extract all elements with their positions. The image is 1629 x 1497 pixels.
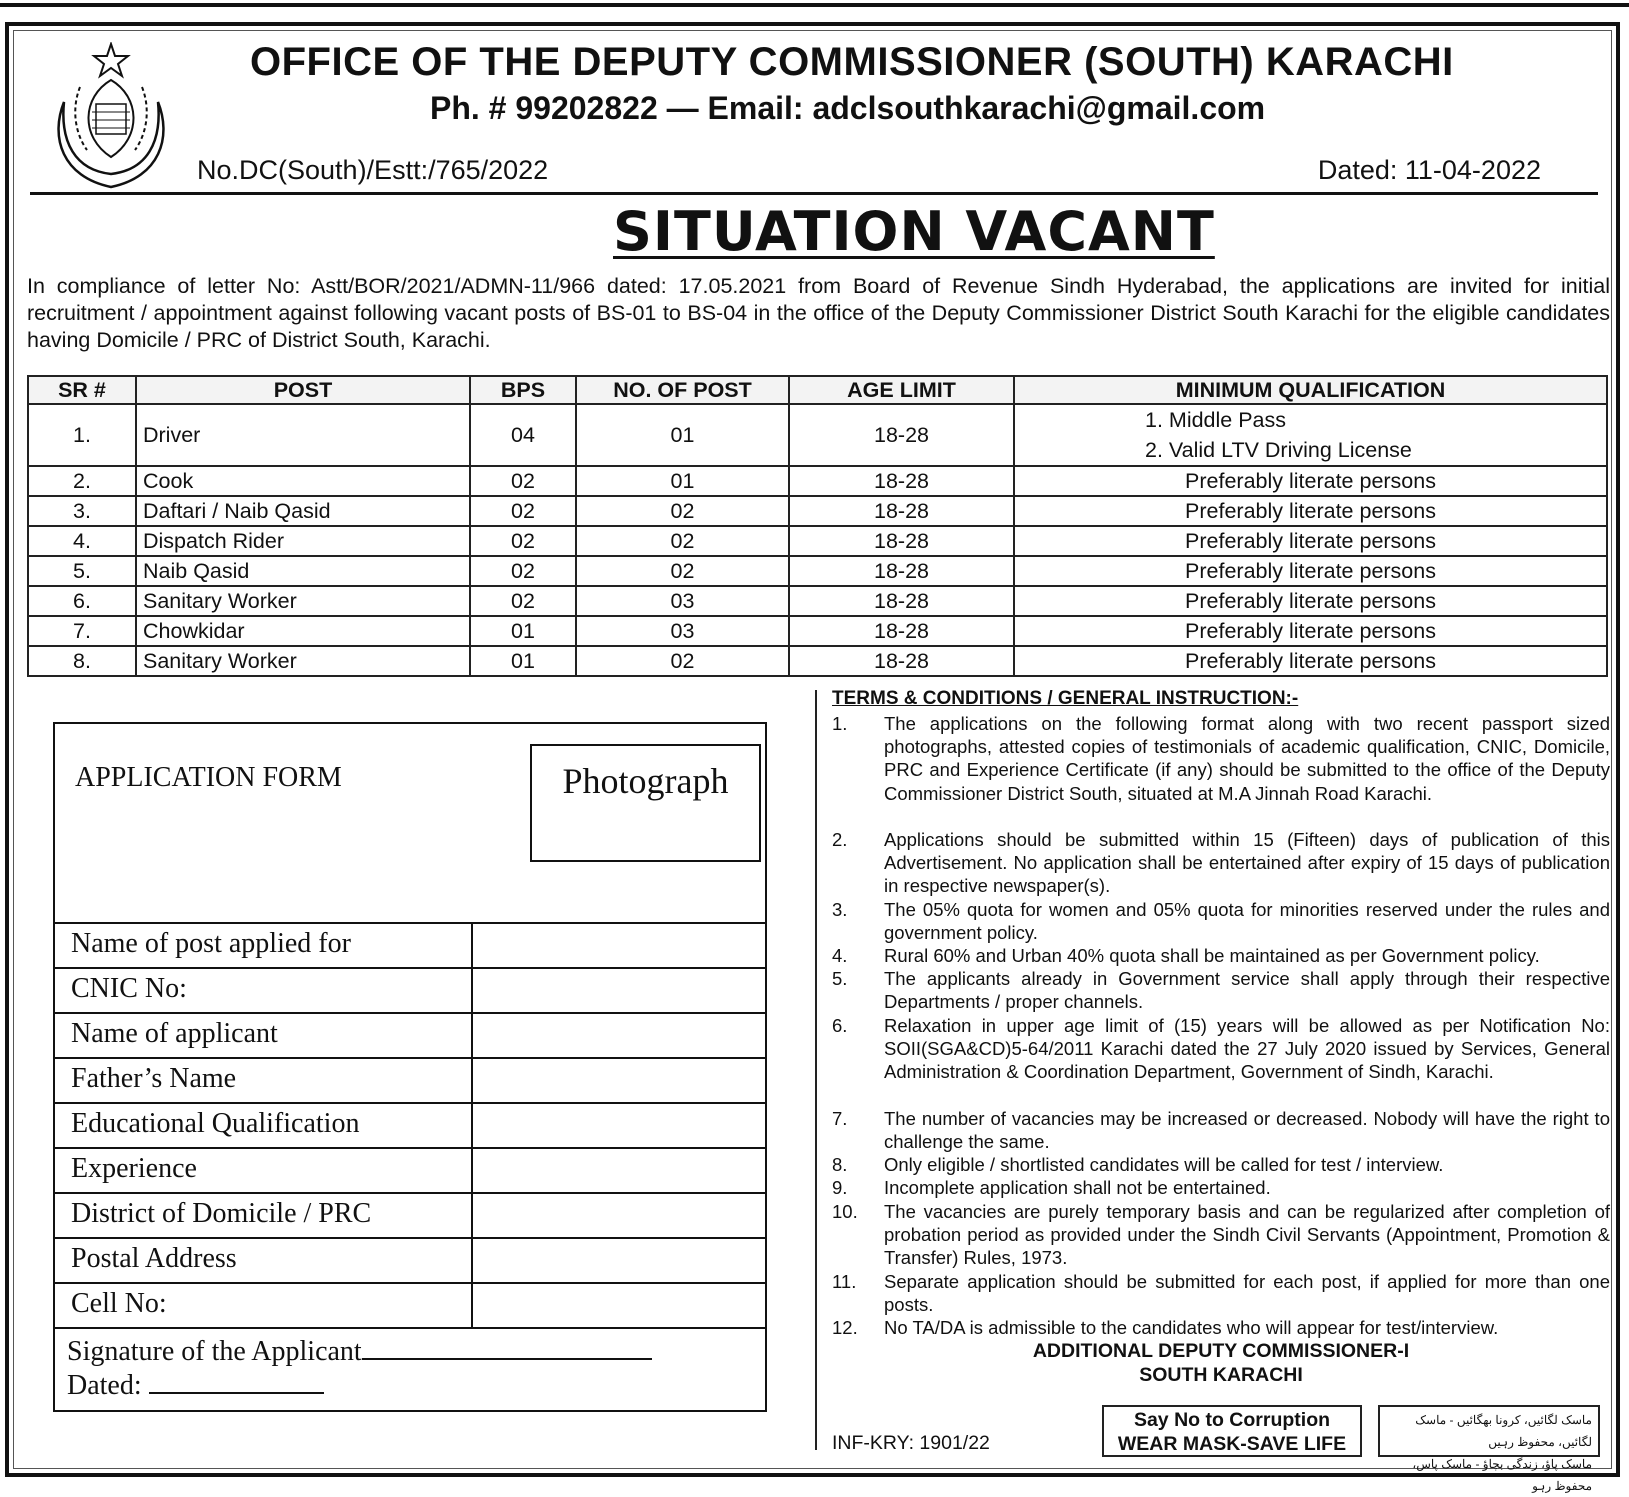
- term-text: The applicants already in Government service shall apply through their respective Departments / proper channels.: [884, 968, 1610, 1013]
- cell-post: Driver: [136, 404, 470, 466]
- intro-paragraph: In compliance of letter No: Astt/BOR/2021/ADMN-11/966 dated: 17.05.2021 from Board of Revenue Sindh Hyderabad, the applications are invited for initial recruitment / appointment against following vacant posts of BS-01 to BS-04 in the office of the Deputy Commissioner District South Karachi for the eligible candidates having Domicile / PRC of District South, Karachi.: [27, 274, 1610, 352]
- cell-bps: 02: [470, 526, 576, 556]
- cell-post: Naib Qasid: [136, 556, 470, 586]
- cell-age: 18-28: [789, 616, 1014, 646]
- term-number: 12.: [832, 1317, 858, 1338]
- cell-sr: 1.: [28, 404, 136, 466]
- top-rule: [0, 3, 1629, 7]
- cell-count: 01: [576, 404, 789, 466]
- office-title: OFFICE OF THE DEPUTY COMMISSIONER (SOUTH) KARACHI: [250, 40, 1454, 84]
- form-row-education: [55, 1102, 765, 1147]
- table-header-row: [28, 376, 1607, 404]
- term-number: 10.: [832, 1201, 858, 1222]
- cnic-field[interactable]: [473, 969, 765, 1012]
- table-row: [28, 616, 1607, 646]
- term-number: 5.: [832, 968, 848, 989]
- term-text: Only eligible / shortlisted candidates will be called for test / interview.: [884, 1154, 1444, 1175]
- cell-bps: 04: [470, 404, 576, 466]
- cell-qualification: Preferably literate persons: [1014, 526, 1607, 556]
- term-text: The number of vacancies may be increased or decreased. Nobody will have the right to challenge the same.: [884, 1108, 1610, 1153]
- field-label: Postal Address: [55, 1239, 473, 1282]
- sindh-government-emblem-icon: [42, 42, 180, 192]
- table-row: [28, 526, 1607, 556]
- cell-qualification: Preferably literate persons: [1014, 646, 1607, 676]
- cell-count: 03: [576, 586, 789, 616]
- term-number: 3.: [832, 899, 848, 920]
- terms-heading: TERMS & CONDITIONS / GENERAL INSTRUCTION:-: [832, 688, 1299, 709]
- table-row: [28, 586, 1607, 616]
- dated-line[interactable]: [149, 1392, 324, 1394]
- cell-age: 18-28: [789, 404, 1014, 466]
- field-label: Name of post applied for: [55, 924, 473, 967]
- cell-age: 18-28: [789, 466, 1014, 496]
- field-label: CNIC No:: [55, 969, 473, 1012]
- term-text: The applications on the following format along with two recent passport sized photographs, attested copies of testimonials of academic qualification, CNIC, Domicile, PRC and Experience Certificate (if any) should be submitted to the office of the Deputy Commissioner District South, situated at M.A Jinnah Road Karachi.: [884, 713, 1610, 804]
- field-label: Experience: [55, 1149, 473, 1192]
- term-item: [832, 1200, 1610, 1270]
- term-text: No TA/DA is admissible to the candidates who will appear for test/interview.: [884, 1317, 1499, 1338]
- form-row-applicant-name: [55, 1012, 765, 1057]
- term-number: 9.: [832, 1177, 848, 1198]
- field-label: District of Domicile / PRC: [55, 1194, 473, 1237]
- issue-date: Dated: 11-04-2022: [1317, 155, 1541, 185]
- form-title: APPLICATION FORM: [75, 762, 342, 793]
- signoff-location: SOUTH KARACHI: [1139, 1364, 1303, 1386]
- cell-post: Daftari / Naib Qasid: [136, 496, 470, 526]
- applicant-name-field[interactable]: [473, 1014, 765, 1057]
- reference-number: No.DC(South)/Estt:/765/2022: [197, 155, 549, 185]
- form-fields: [55, 922, 765, 1403]
- corruption-mask-badge: [1102, 1405, 1362, 1457]
- term-item: [832, 1270, 1610, 1316]
- cell-count: 03: [576, 616, 789, 646]
- table-row: [28, 496, 1607, 526]
- form-row-post-applied: [55, 922, 765, 967]
- urdu-slogan-box: [1378, 1405, 1600, 1493]
- cell-count: 02: [576, 646, 789, 676]
- cell-post: Cook: [136, 466, 470, 496]
- term-item: [832, 1107, 1610, 1153]
- cell-number-field[interactable]: [473, 1284, 765, 1327]
- qualification-line-1: 1. Middle Pass: [1145, 408, 1287, 432]
- cell-bps: 02: [470, 466, 576, 496]
- table-row: [28, 646, 1607, 676]
- term-item: [832, 1014, 1610, 1084]
- badge-line-2: WEAR MASK-SAVE LIFE: [1117, 1433, 1347, 1455]
- cell-age: 18-28: [789, 526, 1014, 556]
- form-row-domicile: [55, 1192, 765, 1237]
- field-label: Name of applicant: [55, 1014, 473, 1057]
- form-row-experience: [55, 1147, 765, 1192]
- term-item: [832, 1316, 1610, 1339]
- cell-bps: 01: [470, 646, 576, 676]
- cell-bps: 02: [470, 586, 576, 616]
- col-header-age-limit: AGE LIMIT: [789, 376, 1014, 404]
- term-number: 6.: [832, 1015, 848, 1036]
- col-header-bps: BPS: [470, 376, 576, 404]
- term-text: Separate application should be submitted for each post, if applied for more than one posts.: [884, 1271, 1610, 1316]
- form-row-cnic: [55, 967, 765, 1012]
- cell-age: 18-28: [789, 496, 1014, 526]
- cell-count: 02: [576, 496, 789, 526]
- col-header-post: POST: [136, 376, 470, 404]
- table-row: [28, 466, 1607, 496]
- qualification-line-2: 2. Valid LTV Driving License: [1145, 438, 1412, 462]
- contact-line: Ph. # 99202822 — Email: adclsouthkarachi@gmail.com: [430, 90, 1266, 126]
- cell-age: 18-28: [789, 556, 1014, 586]
- cell-qualification: Preferably literate persons: [1014, 496, 1607, 526]
- cell-sr: 6.: [28, 586, 136, 616]
- term-text: The vacancies are purely temporary basis and can be regularized after completion of probation period as provided under the Sindh Civil Servants (Appointment, Promotion & Transfer) Rules, 1973.: [884, 1201, 1610, 1269]
- field-label: Educational Qualification: [55, 1104, 473, 1147]
- vacancy-table: [27, 375, 1608, 677]
- urdu-line-2: ماسک پاؤ، زندگی بچاؤ - ماسک پاس، محفوظ رہو: [1412, 1457, 1592, 1493]
- cell-qualification: Preferably literate persons: [1014, 466, 1607, 496]
- form-row-cell: [55, 1282, 765, 1327]
- post-applied-field[interactable]: [473, 924, 765, 967]
- urdu-line-1: ماسک لگائیں، کرونا بھگائیں - ماسک لگائیں، محفوظ رہیں: [1415, 1413, 1592, 1449]
- cell-post: Sanitary Worker: [136, 586, 470, 616]
- cell-age: 18-28: [789, 646, 1014, 676]
- table-row: [28, 556, 1607, 586]
- cell-bps: 02: [470, 496, 576, 526]
- table-row: [28, 404, 1607, 466]
- cell-qualification: Preferably literate persons: [1014, 586, 1607, 616]
- signature-line[interactable]: [362, 1358, 652, 1360]
- cell-sr: 4.: [28, 526, 136, 556]
- cell-qualification: Preferably literate persons: [1014, 556, 1607, 586]
- domicile-field[interactable]: [473, 1194, 765, 1237]
- cell-qualification: [1014, 404, 1607, 466]
- term-text: Rural 60% and Urban 40% quota shall be maintained as per Government policy.: [884, 945, 1540, 966]
- col-header-qualification: MINIMUM QUALIFICATION: [1014, 376, 1607, 404]
- cell-sr: 8.: [28, 646, 136, 676]
- application-form: [53, 722, 767, 1412]
- term-text: The 05% quota for women and 05% quota for minorities reserved under the rules and government policy.: [884, 899, 1610, 944]
- cell-sr: 3.: [28, 496, 136, 526]
- cell-count: 02: [576, 556, 789, 586]
- cell-count: 01: [576, 466, 789, 496]
- term-item: [832, 1153, 1610, 1176]
- cell-count: 02: [576, 526, 789, 556]
- father-name-field[interactable]: [473, 1059, 765, 1102]
- term-item: [832, 898, 1610, 944]
- term-item: [832, 712, 1610, 805]
- cell-age: 18-28: [789, 586, 1014, 616]
- signature-area: [55, 1327, 765, 1403]
- cell-post: Dispatch Rider: [136, 526, 470, 556]
- cell-qualification: Preferably literate persons: [1014, 616, 1607, 646]
- term-text: Relaxation in upper age limit of (15) years will be allowed as per Notification No: SOII(SGA&CD)5-64/2011 Karachi dated the 27 July 2020 issued by Services, General Administration & Coordination Department, Government of Sindh, Karachi.: [884, 1015, 1610, 1083]
- cell-sr: 7.: [28, 616, 136, 646]
- education-field[interactable]: [473, 1104, 765, 1147]
- inf-code: INF-KRY: 1901/22: [832, 1432, 990, 1454]
- dated-label: Dated:: [67, 1370, 142, 1401]
- experience-field[interactable]: [473, 1149, 765, 1192]
- terms-divider: [815, 690, 817, 1450]
- cell-bps: 02: [470, 556, 576, 586]
- term-text: Incomplete application shall not be entertained.: [884, 1177, 1271, 1198]
- col-header-no-of-post: NO. OF POST: [576, 376, 789, 404]
- term-number: 8.: [832, 1154, 848, 1175]
- term-item: [832, 967, 1610, 1013]
- page-heading: SITUATION VACANT: [613, 200, 1215, 263]
- term-number: 2.: [832, 829, 848, 850]
- field-label: Cell No:: [55, 1284, 473, 1327]
- term-number: 1.: [832, 713, 848, 734]
- form-row-postal-address: [55, 1237, 765, 1282]
- term-item: [832, 1176, 1610, 1199]
- term-item: [832, 828, 1610, 898]
- form-row-father-name: [55, 1057, 765, 1102]
- signoff-title: ADDITIONAL DEPUTY COMMISSIONER-I: [1032, 1340, 1410, 1362]
- term-number: 7.: [832, 1108, 848, 1129]
- postal-address-field[interactable]: [473, 1239, 765, 1282]
- header-divider: [30, 192, 1598, 195]
- signature-label: Signature of the Applicant: [67, 1336, 362, 1367]
- term-text: Applications should be submitted within 15 (Fifteen) days of publication of this Advertisement. No application shall be entertained after expiry of 15 days of publication in respective newspaper(s).: [884, 829, 1610, 897]
- field-label: Father’s Name: [55, 1059, 473, 1102]
- cell-sr: 5.: [28, 556, 136, 586]
- term-number: 4.: [832, 945, 848, 966]
- cell-post: Sanitary Worker: [136, 646, 470, 676]
- cell-post: Chowkidar: [136, 616, 470, 646]
- term-item: [832, 944, 1610, 967]
- term-number: 11.: [832, 1271, 857, 1292]
- col-header-sr: SR #: [28, 376, 136, 404]
- cell-sr: 2.: [28, 466, 136, 496]
- badge-line-1: Say No to Corruption: [1133, 1409, 1331, 1431]
- photograph-box: Photograph: [530, 744, 761, 862]
- cell-bps: 01: [470, 616, 576, 646]
